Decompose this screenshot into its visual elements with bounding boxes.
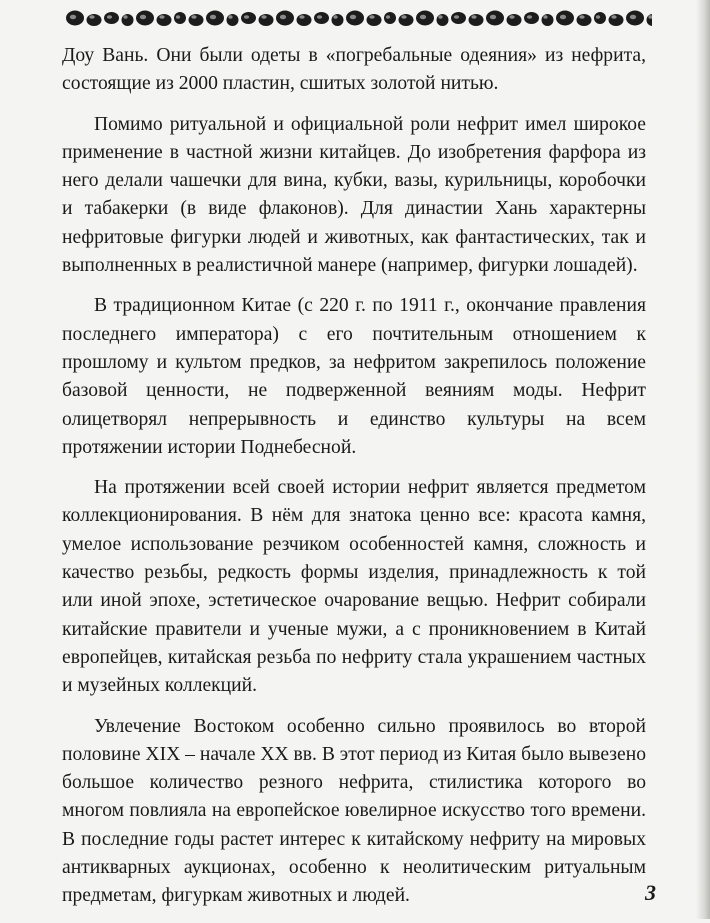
page-edge-shadow xyxy=(696,0,710,919)
ornament-bead-highlight xyxy=(543,15,547,19)
ornament-bead-highlight xyxy=(420,15,426,20)
ornament-bead-highlight xyxy=(107,15,112,19)
ornament-bead-highlight xyxy=(611,15,616,19)
ornament-bead-highlight xyxy=(210,15,216,20)
ornament-bead-highlight xyxy=(176,15,180,19)
ornament-bead-highlight xyxy=(560,15,566,20)
ornament-bead xyxy=(469,14,484,26)
ornament-bead xyxy=(174,12,186,24)
ornament-bead-highlight xyxy=(471,15,476,19)
ornament-bead-highlight xyxy=(70,15,76,20)
paragraph-2: Помимо ритуальной и официальной роли нефрит имел широкое применение в частной жизни китайцев. До изобретения фарфора из него делали чашечки для вина, кубки, вазы, курильницы, коробочки и табакерки (в виде флаконов). Для династии Хань характерны нефритовые фигурки людей и животных, как фантастических, так и выполненных в реалистичной манере (например, фигурки лошадей). xyxy=(62,113,646,277)
ornament-bead-highlight xyxy=(159,15,164,19)
ornament-bead-highlight xyxy=(350,15,356,20)
paragraph-1: Доу Вань. Они были одеты в «погребальные одеяния» из нефрита, состоящие из 2000 пластин, сшитых золотой нитью. xyxy=(62,45,646,95)
paragraph-4: На протяжении всей своей истории нефрит является предметом коллекционирования. В нём для знатока ценно все: красота камня, умелое использование резчиком особенностей камня, сложность и качество резьбы, редкость формы изделия, принадлежность к той или иной эпохе, эстетическое очарование вещью. Нефрит собирали китайские правители и ученые мужи, а с проникновением в Китай европейцев, китайская резьба по нефриту стала украшением частных и музейных коллекций. xyxy=(62,477,646,697)
ornament-bead-highlight xyxy=(386,15,390,19)
ornament-bead-highlight xyxy=(280,15,286,20)
ornament-bead xyxy=(437,14,449,26)
body-text xyxy=(62,42,646,923)
ornament-bead xyxy=(542,14,554,26)
ornament-bead-highlight xyxy=(401,15,406,19)
ornament-bead-highlight xyxy=(527,15,532,19)
ornament-bead-highlight xyxy=(89,15,94,19)
ornament-bead xyxy=(297,14,312,26)
ornament-bead xyxy=(189,14,204,26)
ornament-bead-highlight xyxy=(490,15,496,20)
ornament-bead-highlight xyxy=(579,15,584,19)
paragraph-5: Увлечение Востоком особенно сильно проявилось во второй половине XIX – начале XX вв. В этот период из Китая было вывезено большое количество резного нефрита, стилистика которого во многом повлияла на европейское ювелирное искусство того времени. В последние годы растет интерес к китайскому нефриту на мировых антикварных аукционах, особенно к неолитическим ритуальным предметам, фигуркам животных и людей. xyxy=(62,715,646,907)
ornament-bead xyxy=(594,12,606,24)
ornament-bead-highlight xyxy=(299,15,304,19)
ornament-bead-highlight xyxy=(596,15,600,19)
ornament-bead-highlight xyxy=(140,15,146,20)
ornament-bead xyxy=(259,14,274,26)
ornament-bead xyxy=(87,14,102,26)
ornament-bead-highlight xyxy=(191,15,196,19)
ornament-bead-highlight xyxy=(369,15,374,19)
ornament-bead-highlight xyxy=(228,15,232,19)
ornament-bead-highlight xyxy=(438,15,442,19)
ornament-bead xyxy=(122,14,134,26)
ornament-bead-highlight xyxy=(123,15,127,19)
ornament-bead xyxy=(399,14,414,26)
ornament-bead xyxy=(384,12,396,24)
ornament-bead-highlight xyxy=(317,15,322,19)
ornament-bead xyxy=(157,14,172,26)
ornament-bead-highlight xyxy=(333,15,337,19)
ornament-bead-highlight xyxy=(261,15,266,19)
ornament-bead xyxy=(367,14,382,26)
ornament-bead xyxy=(507,14,522,26)
ornament-bead xyxy=(227,14,239,26)
ornament-bead-highlight xyxy=(244,15,249,19)
ornament-bead xyxy=(609,14,624,26)
page-number: 3 xyxy=(645,880,656,905)
ornament-bead xyxy=(577,14,592,26)
ornament-bead-highlight xyxy=(454,15,459,19)
ornament-bead xyxy=(332,14,344,26)
decorative-ornament-border xyxy=(62,8,652,30)
ornament-bead-highlight xyxy=(509,15,514,19)
ornament-bead-highlight xyxy=(630,15,636,20)
paragraph-3: В традиционном Китае (с 220 г. по 1911 г., окончание правления последнего императора) с его почтительным отношением к прошлому и культом предков, за нефритом закрепилось положение базовой ценности, не подверженной веяниям моды. Нефрит олицетворял непрерывность и единство культуры на всем протяжении истории Поднебесной. xyxy=(62,295,646,458)
